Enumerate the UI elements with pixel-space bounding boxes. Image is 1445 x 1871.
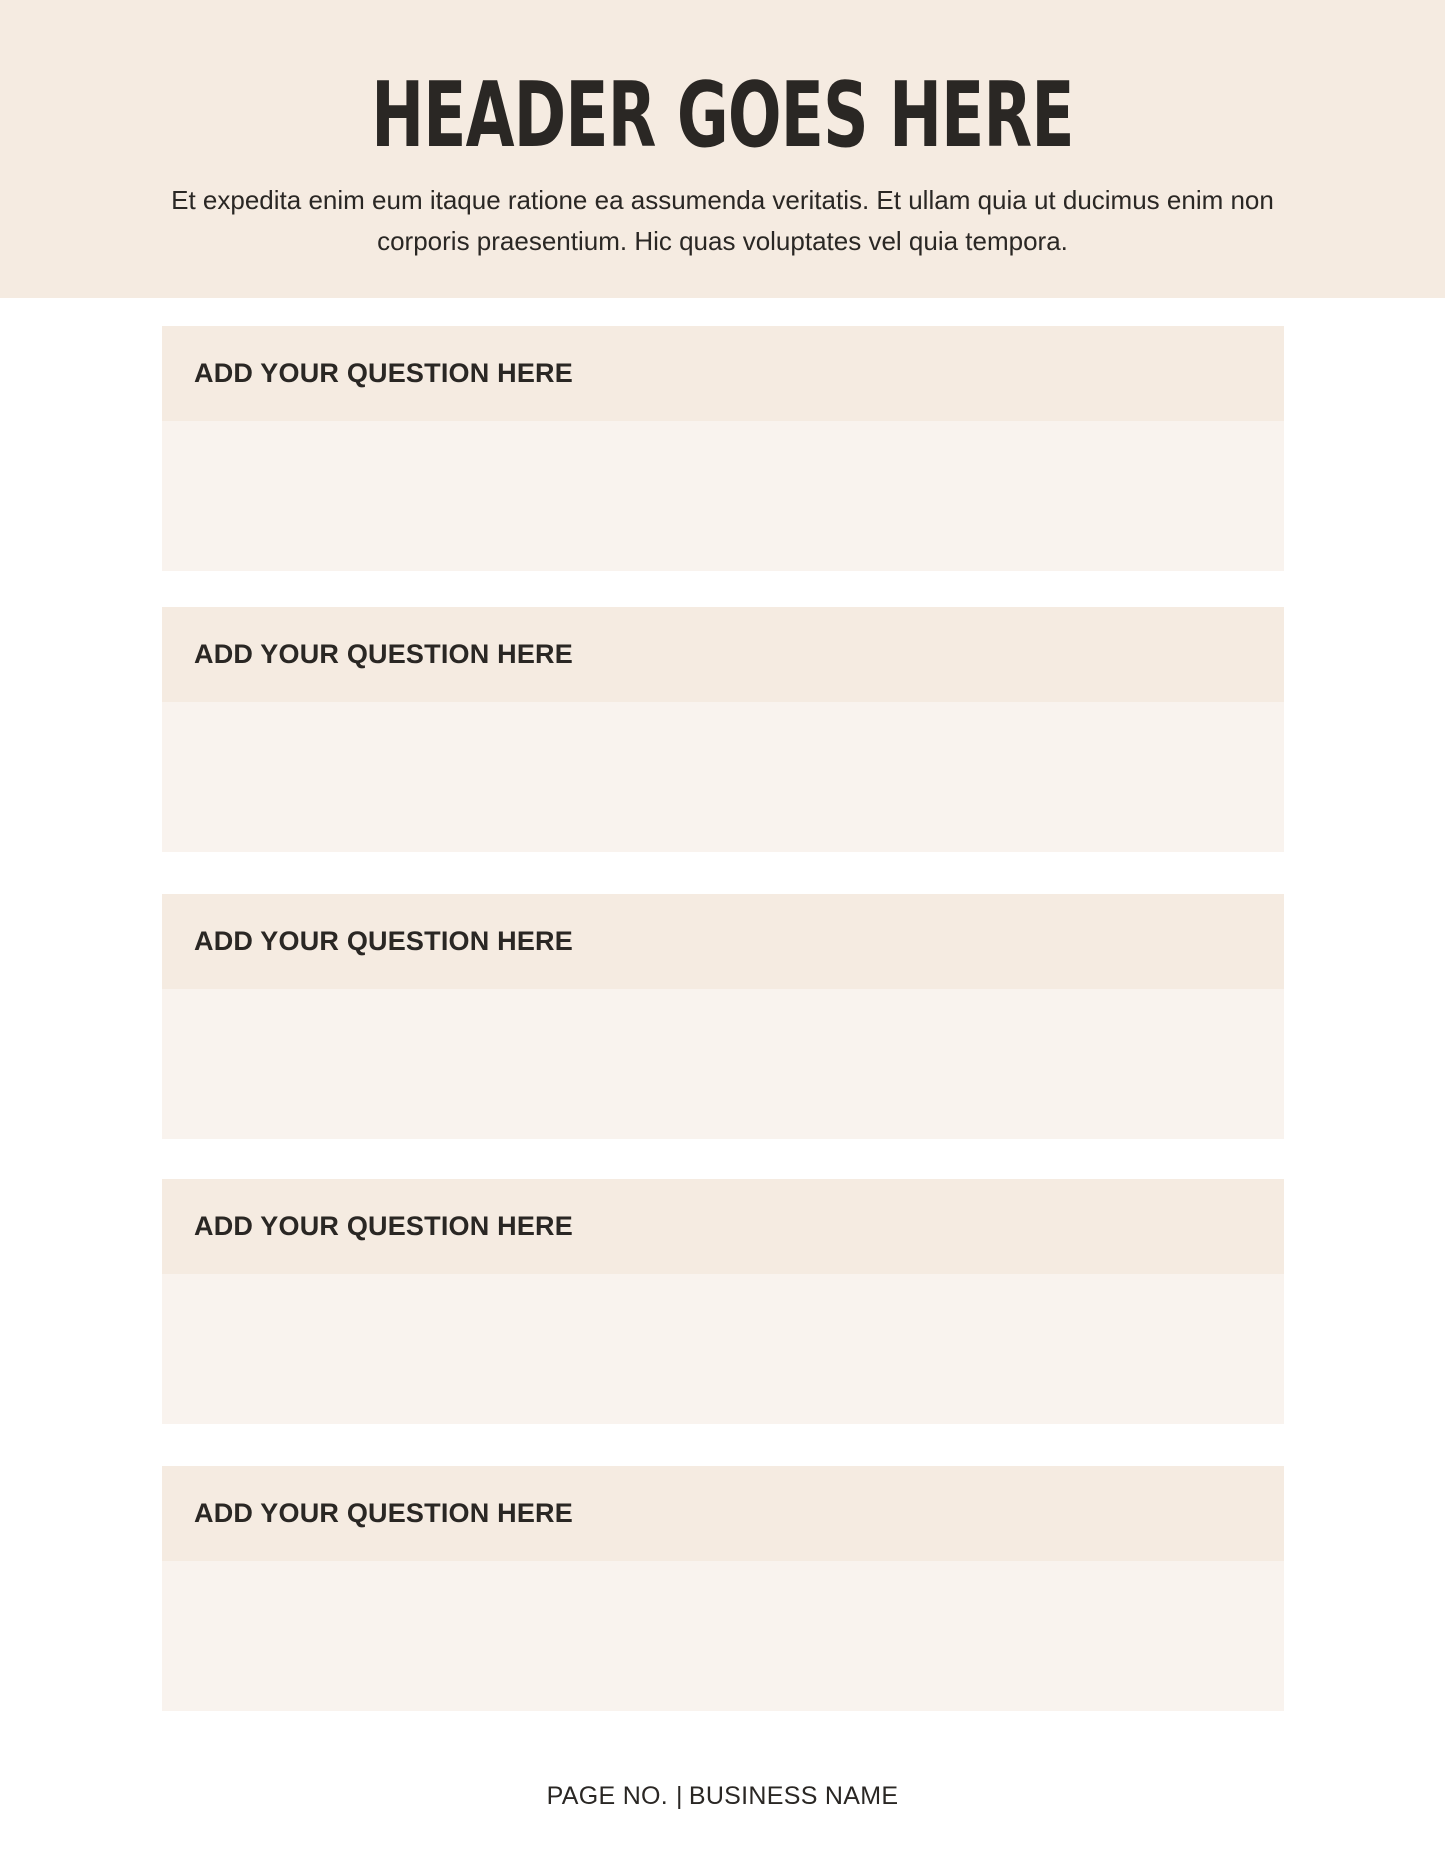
answer-area[interactable] bbox=[162, 1561, 1284, 1711]
question-block bbox=[162, 326, 1284, 571]
question-label: ADD YOUR QUESTION HERE bbox=[194, 358, 573, 388]
question-block bbox=[162, 894, 1284, 1139]
question-block bbox=[162, 1466, 1284, 1711]
question-label: ADD YOUR QUESTION HERE bbox=[194, 1211, 573, 1241]
page-title: HEADER GOES HERE bbox=[371, 63, 1074, 168]
answer-area[interactable] bbox=[162, 702, 1284, 852]
question-header bbox=[162, 894, 1284, 989]
page-subtitle: Et expedita enim eum itaque ratione ea assumenda veritatis. Et ullam quia ut ducimus enim non corporis praesentium. Hic quas voluptates vel quia tempora. bbox=[171, 185, 1274, 256]
answer-area[interactable] bbox=[162, 1274, 1284, 1424]
question-header bbox=[162, 1466, 1284, 1561]
question-header bbox=[162, 1179, 1284, 1274]
question-header bbox=[162, 607, 1284, 702]
question-label: ADD YOUR QUESTION HERE bbox=[194, 926, 573, 956]
question-label: ADD YOUR QUESTION HERE bbox=[194, 639, 573, 669]
page-number-label: PAGE NO. bbox=[546, 1782, 669, 1810]
answer-area[interactable] bbox=[162, 989, 1284, 1139]
business-name: BUSINESS NAME bbox=[688, 1782, 899, 1810]
footer-separator: | bbox=[676, 1782, 683, 1810]
answer-area[interactable] bbox=[162, 421, 1284, 571]
question-label: ADD YOUR QUESTION HERE bbox=[194, 1498, 573, 1528]
page-footer bbox=[0, 1780, 1445, 1812]
question-header bbox=[162, 326, 1284, 421]
question-block bbox=[162, 1179, 1284, 1424]
question-block bbox=[162, 607, 1284, 852]
